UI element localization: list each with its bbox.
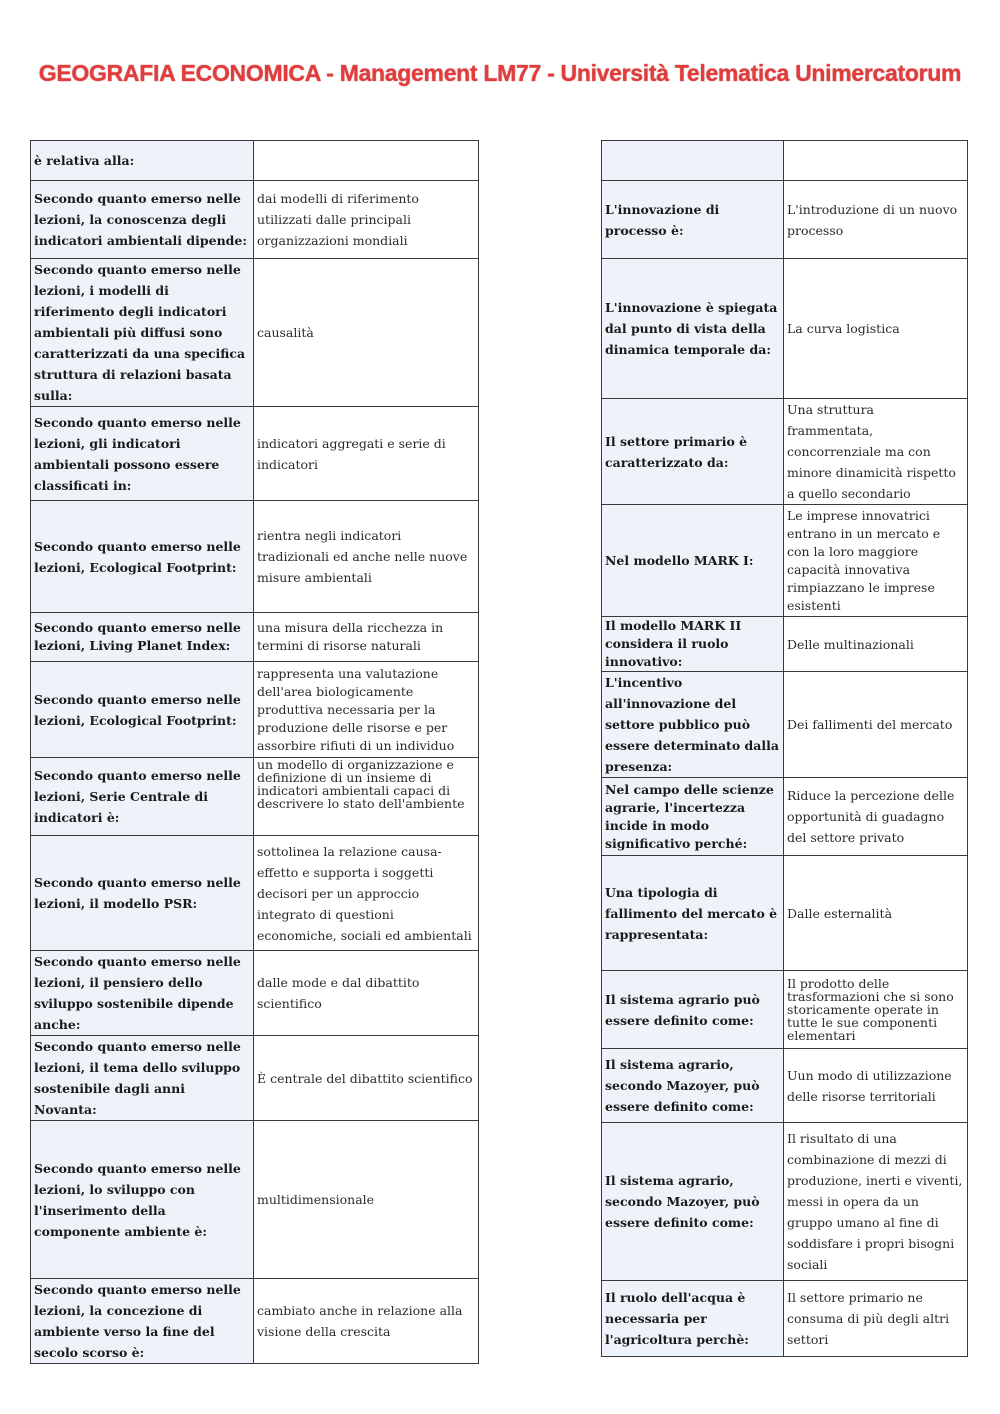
table-row: [31, 1121, 479, 1279]
table-row: [602, 778, 968, 856]
table-row: [31, 1036, 479, 1121]
table-row: [602, 1281, 968, 1357]
table-row: [31, 259, 479, 407]
question-cell: Secondo quanto emerso nelle lezioni, Ecological Footprint:: [31, 662, 254, 758]
question-cell: Secondo quanto emerso nelle lezioni, Serie Centrale di indicatori è:: [31, 758, 254, 836]
question-cell: Una tipologia di fallimento del mercato è rappresentata:: [602, 856, 784, 971]
answer-cell: cambiato anche in relazione alla visione della crescita: [254, 1279, 479, 1364]
answer-cell: dai modelli di riferimento utilizzati dalle principali organizzazioni mondiali: [254, 181, 479, 259]
question-cell: Il modello MARK II considera il ruolo innovativo:: [602, 617, 784, 672]
question-cell: Secondo quanto emerso nelle lezioni, Living Planet Index:: [31, 613, 254, 662]
answer-cell: Uun modo di utilizzazione delle risorse territoriali: [784, 1049, 968, 1123]
right-qa-table: [601, 140, 968, 1357]
table-row: [602, 1123, 968, 1281]
question-cell: L'incentivo all'innovazione del settore pubblico può essere determinato dalla presenza:: [602, 672, 784, 778]
question-cell: Secondo quanto emerso nelle lezioni, il tema dello sviluppo sostenibile dagli anni Novanta:: [31, 1036, 254, 1121]
answer-cell: Il settore primario ne consuma di più degli altri settori: [784, 1281, 968, 1357]
question-cell: è relativa alla:: [31, 141, 254, 181]
answer-cell: [784, 141, 968, 181]
question-cell: L'innovazione è spiegata dal punto di vista della dinamica temporale da:: [602, 259, 784, 399]
table-row: [31, 407, 479, 501]
table-row: [602, 141, 968, 181]
answer-cell: Il prodotto delle trasformazioni che si sono storicamente operate in tutte le sue componenti elementari: [784, 971, 968, 1049]
answer-cell: un modello di organizzazione e definizione di un insieme di indicatori ambientali capaci di descrivere lo stato dell'ambiente: [254, 758, 479, 836]
table-row: [602, 1049, 968, 1123]
answer-cell: Dalle esternalità: [784, 856, 968, 971]
question-cell: [602, 141, 784, 181]
table-row: [31, 662, 479, 758]
question-cell: L'innovazione di processo è:: [602, 181, 784, 259]
question-cell: Secondo quanto emerso nelle lezioni, lo sviluppo con l'inserimento della componente ambiente è:: [31, 1121, 254, 1279]
answer-cell: [254, 141, 479, 181]
question-cell: Secondo quanto emerso nelle lezioni, il modello PSR:: [31, 836, 254, 951]
answer-cell: una misura della ricchezza in termini di risorse naturali: [254, 613, 479, 662]
table-row: [31, 181, 479, 259]
table-row: [602, 617, 968, 672]
table-row: [602, 672, 968, 778]
table-row: [31, 613, 479, 662]
question-cell: Il ruolo dell'acqua è necessaria per l'agricoltura perchè:: [602, 1281, 784, 1357]
question-cell: Nel campo delle scienze agrarie, l'incertezza incide in modo significativo perché:: [602, 778, 784, 856]
question-cell: Il sistema agrario, secondo Mazoyer, può essere definito come:: [602, 1123, 784, 1281]
answer-cell: La curva logistica: [784, 259, 968, 399]
answer-cell: dalle mode e dal dibattito scientifico: [254, 951, 479, 1036]
question-cell: Il sistema agrario, secondo Mazoyer, può essere definito come:: [602, 1049, 784, 1123]
question-cell: Secondo quanto emerso nelle lezioni, il pensiero dello sviluppo sostenibile dipende anche:: [31, 951, 254, 1036]
question-cell: Il settore primario è caratterizzato da:: [602, 399, 784, 505]
answer-cell: Il risultato di una combinazione di mezzi di produzione, inerti e viventi, messi in opera da un gruppo umano al fine di soddisfare i propri bisogni sociali: [784, 1123, 968, 1281]
table-row: [602, 505, 968, 617]
answer-cell: È centrale del dibattito scientifico: [254, 1036, 479, 1121]
question-cell: Secondo quanto emerso nelle lezioni, la concezione di ambiente verso la fine del secolo scorso è:: [31, 1279, 254, 1364]
table-row: [31, 758, 479, 836]
table-row: [602, 399, 968, 505]
answer-cell: Riduce la percezione delle opportunità di guadagno del settore privato: [784, 778, 968, 856]
page-title: GEOGRAFIA ECONOMICA - Management LM77 - Università Telematica Unimercatorum: [38, 60, 962, 86]
answer-cell: Delle multinazionali: [784, 617, 968, 672]
answer-cell: indicatori aggregati e serie di indicatori: [254, 407, 479, 501]
answer-cell: causalità: [254, 259, 479, 407]
answer-cell: rappresenta una valutazione dell'area biologicamente produttiva necessaria per la produzione delle risorse e per assorbire rifiuti di un individuo: [254, 662, 479, 758]
question-cell: Secondo quanto emerso nelle lezioni, la conoscenza degli indicatori ambientali dipende:: [31, 181, 254, 259]
table-row: [31, 951, 479, 1036]
answer-cell: Una struttura frammentata, concorrenziale ma con minore dinamicità rispetto a quello secondario: [784, 399, 968, 505]
question-cell: Secondo quanto emerso nelle lezioni, gli indicatori ambientali possono essere classificati in:: [31, 407, 254, 501]
question-cell: Secondo quanto emerso nelle lezioni, i modelli di riferimento degli indicatori ambientali più diffusi sono caratterizzati da una specifica struttura di relazioni basata sulla:: [31, 259, 254, 407]
left-qa-table: [30, 140, 479, 1364]
answer-cell: sottolinea la relazione causa-effetto e supporta i soggetti decisori per un approccio integrato di questioni economiche, sociali ed ambientali: [254, 836, 479, 951]
answer-cell: multidimensionale: [254, 1121, 479, 1279]
table-row: [602, 259, 968, 399]
table-row: [602, 856, 968, 971]
table-row: [602, 971, 968, 1049]
answer-cell: Le imprese innovatrici entrano in un mercato e con la loro maggiore capacità innovativa rimpiazzano le imprese esistenti: [784, 505, 968, 617]
answer-cell: rientra negli indicatori tradizionali ed anche nelle nuove misure ambientali: [254, 501, 479, 613]
answer-cell: L'introduzione di un nuovo processo: [784, 181, 968, 259]
table-row: [31, 836, 479, 951]
table-row: [31, 501, 479, 613]
question-cell: Il sistema agrario può essere definito come:: [602, 971, 784, 1049]
table-row: [31, 1279, 479, 1364]
answer-cell: Dei fallimenti del mercato: [784, 672, 968, 778]
table-row: [31, 141, 479, 181]
question-cell: Secondo quanto emerso nelle lezioni, Ecological Footprint:: [31, 501, 254, 613]
table-row: [602, 181, 968, 259]
question-cell: Nel modello MARK I:: [602, 505, 784, 617]
